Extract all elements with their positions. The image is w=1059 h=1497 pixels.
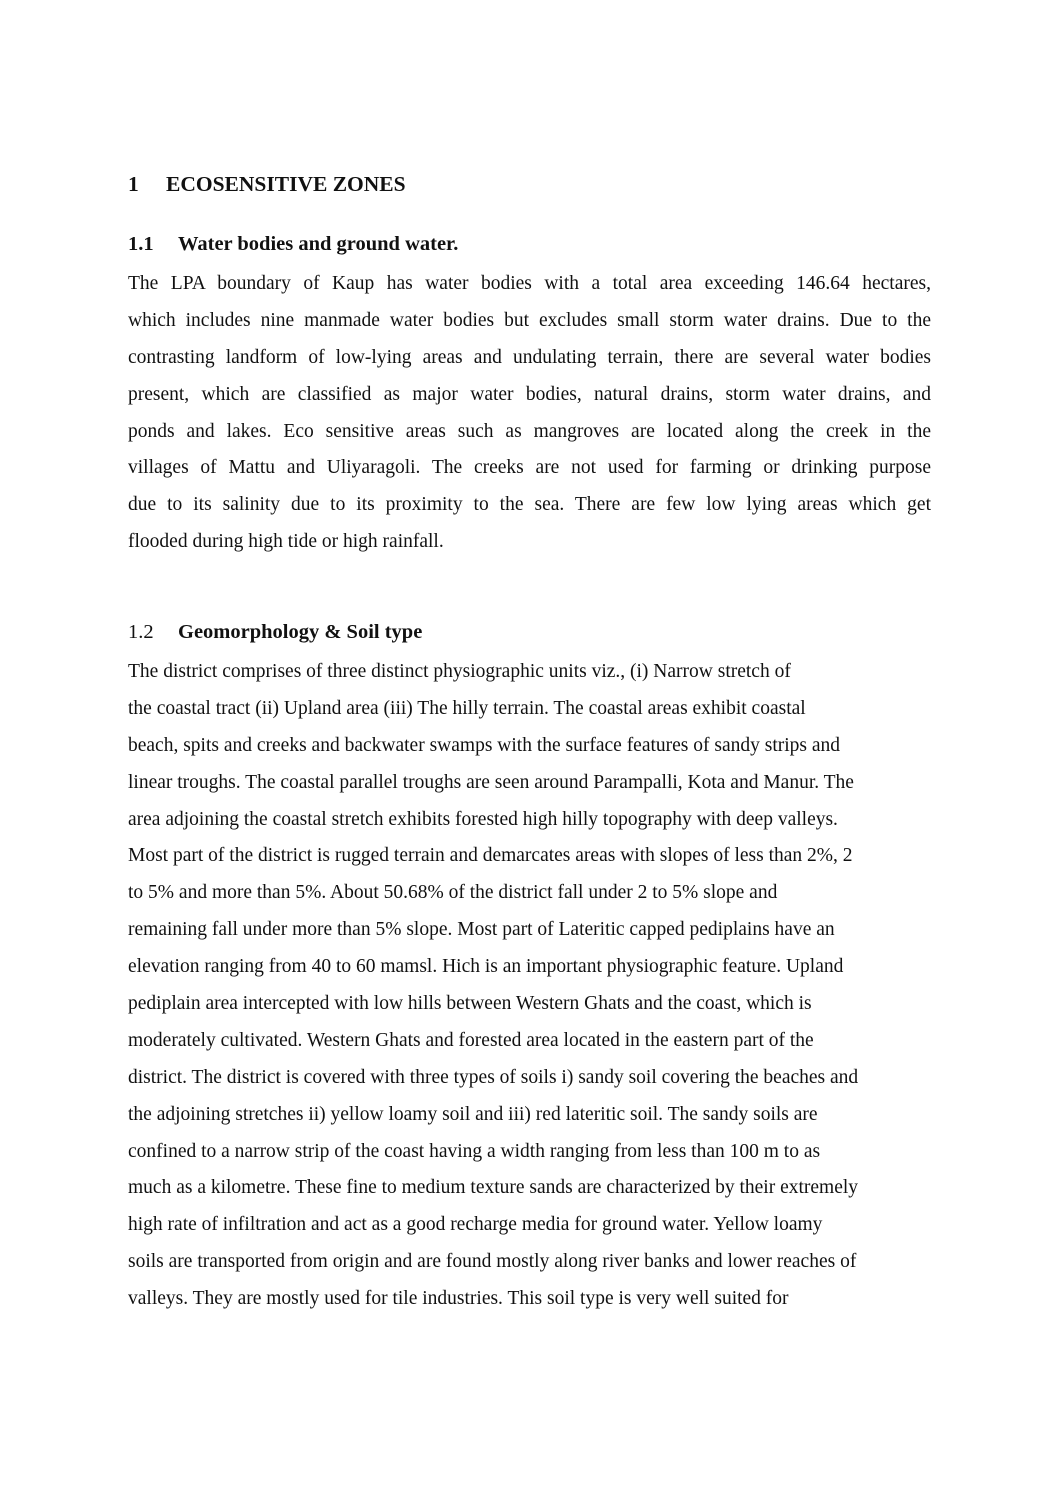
text-line: to 5% and more than 5%. About 50.68% of the district fall under 2 to 5% slope and	[128, 882, 778, 904]
text-line: present, which are classified as major water bodies, natural drains, storm water drains, and	[128, 383, 931, 405]
text-line: flooded during high tide or high rainfall.	[128, 531, 444, 553]
text-line: moderately cultivated. Western Ghats and forested area located in the eastern part of the	[128, 1029, 814, 1051]
text-line: Most part of the district is rugged terrain and demarcates areas with slopes of less than 2%, 2	[128, 845, 853, 867]
text-line: villages of Mattu and Uliyaragoli. The creeks are not used for farming or drinking purpose	[128, 457, 931, 479]
subsection-number: 1.2	[128, 621, 154, 643]
paragraph-geomorphology	[128, 654, 931, 1318]
subsection-title: Water bodies and ground water.	[178, 233, 459, 255]
text-line: beach, spits and creeks and backwater swamps with the surface features of sandy strips and	[128, 734, 841, 756]
text-line: pediplain area intercepted with low hills between Western Ghats and the coast, which is	[128, 993, 812, 1015]
text-line: elevation ranging from 40 to 60 mamsl. Hich is an important physiographic feature. Upland	[128, 956, 844, 978]
text-line: area adjoining the coastal stretch exhibits forested high hilly topography with deep valleys.	[128, 808, 838, 830]
subsection-number: 1.1	[128, 233, 154, 255]
text-line: the adjoining stretches ii) yellow loamy soil and iii) red lateritic soil. The sandy soils are	[128, 1103, 818, 1125]
subsection-heading-1-1	[128, 233, 458, 256]
section-heading	[128, 172, 406, 197]
text-line: ponds and lakes. Eco sensitive areas such as mangroves are located along the creek in the	[128, 420, 931, 442]
text-line: district. The district is covered with three types of soils i) sandy soil covering the beaches and	[128, 1066, 859, 1088]
text-line: linear troughs. The coastal parallel troughs are seen around Parampalli, Kota and Manur. The	[128, 771, 854, 793]
text-line: The district comprises of three distinct physiographic units viz., (i) Narrow stretch of	[128, 661, 791, 682]
text-line: which includes nine manmade water bodies but excludes small storm water drains. Due to the	[128, 309, 931, 331]
text-line: remaining fall under more than 5% slope. Most part of Lateritic capped pediplains have an	[128, 919, 835, 941]
subsection-title: Geomorphology & Soil type	[178, 621, 423, 643]
text-line: soils are transported from origin and are found mostly along river banks and lower reaches of	[128, 1251, 857, 1273]
text-line: contrasting landform of low-lying areas and undulating terrain, there are several water bodies	[128, 346, 931, 368]
text-line: due to its salinity due to its proximity to the sea. There are few low lying areas which get	[128, 494, 931, 516]
paragraph-water-bodies	[128, 266, 931, 561]
text-line: the coastal tract (ii) Upland area (iii) The hilly terrain. The coastal areas exhibit coastal	[128, 697, 806, 719]
section-number: 1	[128, 172, 139, 196]
text-line: high rate of infiltration and act as a good recharge media for ground water. Yellow loamy	[128, 1214, 823, 1236]
text-line: valleys. They are mostly used for tile industries. This soil type is very well suited for	[128, 1288, 789, 1310]
section-title: ECOSENSITIVE ZONES	[166, 172, 406, 196]
text-line: confined to a narrow strip of the coast having a width ranging from less than 100 m to as	[128, 1140, 821, 1162]
text-line: The LPA boundary of Kaup has water bodies with a total area exceeding 146.64 hectares,	[128, 273, 931, 294]
subsection-heading-1-2	[128, 621, 422, 644]
text-line: much as a kilometre. These fine to medium texture sands are characterized by their extremely	[128, 1177, 859, 1199]
